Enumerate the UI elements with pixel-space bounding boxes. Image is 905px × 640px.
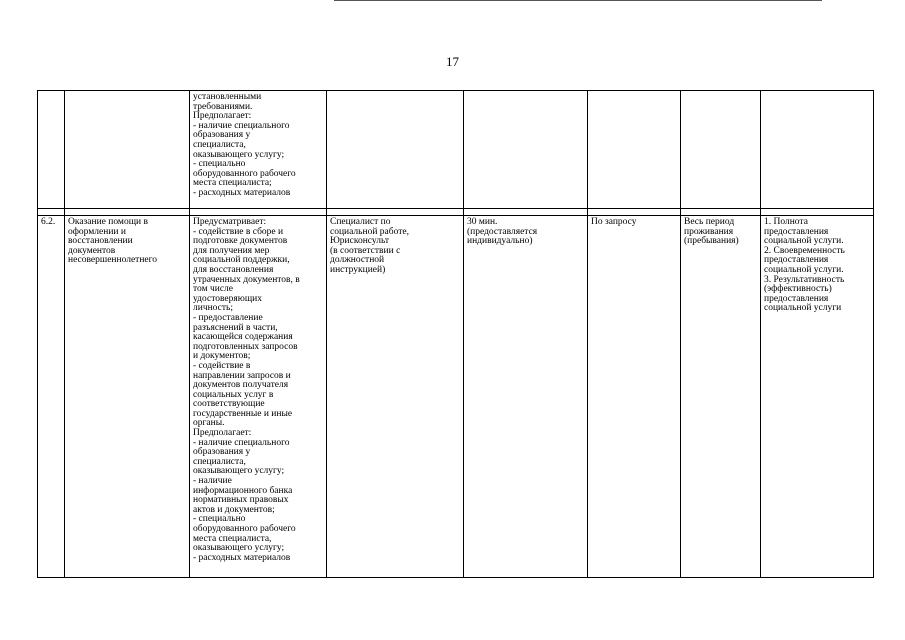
cell-provider: Специалист по социальной работе, Юрисконсульт (в соответствии с должностной инструкцией) <box>327 216 464 578</box>
table-row-spacer <box>38 209 874 216</box>
cell-number: 6.2. <box>38 216 65 578</box>
page-number: 17 <box>446 54 459 69</box>
cell-duration <box>464 91 588 209</box>
cell-frequency <box>588 91 681 209</box>
table-row <box>38 216 874 578</box>
cell-number <box>38 91 65 209</box>
cell-duration: 30 мин. (предоставляется индивидуально) <box>464 216 588 578</box>
cell-service-name <box>65 91 190 209</box>
services-table <box>37 90 874 578</box>
cell-quality-criteria: 1. Полнота предоставления социальной услуги. 2. Своевременность предоставления социальной услуги. 3. Результативность (эффективность) предоставления социальной услуги <box>761 216 874 578</box>
cell-description: Предусматривает: - содействие в сборе и подготовке документов для получения мер социальной поддержки, для восстановления утраченных документов, в том числе удостоверяющих личность; - предоставление разъяснений в части, касающейся содержания подготовленных запросов и документов; - содействие в направлении запросов и документов получателя социальных услуг в соответствующие государственные и иные органы. Предполагает: - наличие специального образования у специалиста, оказывающего услугу; - наличие информационного банка нормативных правовых актов и документов; - специально оборудованного рабочего места специалиста, оказывающего услугу; - расходных материалов <box>190 216 327 578</box>
cell-provider <box>327 91 464 209</box>
cell-description: установленными требованиями. Предполагает: - наличие специального образования у специалиста, оказывающего услугу; - специально оборудованного рабочего места специалиста; - расходных материалов <box>190 91 327 209</box>
cell-service-name: Оказание помощи в оформлении и восстановлении документов несовершеннолетнего <box>65 216 190 578</box>
cell-period <box>681 91 761 209</box>
cell-frequency: По запросу <box>588 216 681 578</box>
cell-quality-criteria <box>761 91 874 209</box>
cell-period: Весь период проживания (пребывания) <box>681 216 761 578</box>
top-rule <box>334 0 822 1</box>
table-row <box>38 91 874 209</box>
